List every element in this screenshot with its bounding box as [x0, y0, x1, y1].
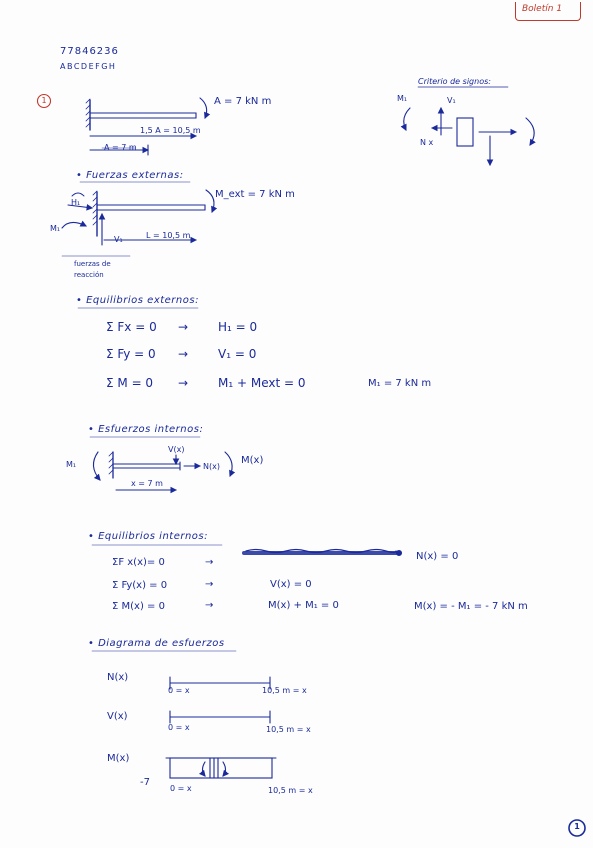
- external-moment-label: M_ext = 7 kN m: [215, 189, 295, 200]
- int-eq-row-2-result: V(x) = 0: [270, 579, 312, 590]
- external-forces-sketch: [62, 182, 214, 256]
- v-diagram-start: 0 = x: [168, 723, 190, 732]
- internal-forces-title: • Esfuerzos internos:: [88, 424, 204, 435]
- sign-m-label: M₁: [397, 94, 408, 103]
- external-length-label: L = 10,5 m: [146, 231, 191, 240]
- int-eq-row-1-arrow: →: [205, 557, 214, 568]
- ext-eq-row-3-eq: Σ M = 0: [106, 376, 154, 390]
- problem-beam-sketch: [86, 98, 207, 155]
- ext-eq-row-2-result: V₁ = 0: [218, 347, 257, 361]
- int-eq-row-2-eq: Σ Fy(x) = 0: [112, 580, 168, 591]
- v-diagram-label: V(x): [107, 711, 128, 722]
- page-number-circle: [569, 820, 585, 836]
- ext-eq-row-3-arrow: →: [178, 376, 189, 390]
- int-eq-row-1-result: N(x) = 0: [416, 551, 459, 562]
- beam-length-label: 1,5 A = 10,5 m: [140, 126, 201, 135]
- sign-v-label: V₁: [447, 96, 456, 105]
- n-diagram-label: N(x): [107, 672, 129, 683]
- bulletin-badge-label: Boletín 1: [522, 4, 563, 14]
- int-eq-row-3-arrow: →: [205, 600, 214, 611]
- ext-eq-row-2-eq: Σ Fy = 0: [106, 347, 156, 361]
- internal-forces-sketch: [93, 452, 232, 490]
- ext-eq-row-1-eq: Σ Fx = 0: [106, 320, 157, 334]
- internal-m1-label: M₁: [66, 460, 77, 469]
- ext-eq-row-1-arrow: →: [178, 320, 189, 334]
- header-letters: ABCDEFGH: [60, 62, 117, 71]
- n-diagram: [170, 677, 270, 689]
- external-equilibrium-title: • Equilibrios externos:: [76, 295, 199, 306]
- external-forces-title: • Fuerzas externas:: [76, 170, 184, 181]
- ext-eq-row-3-extra: M₁ = 7 kN m: [368, 378, 432, 389]
- v1-label: V₁: [114, 235, 123, 244]
- internal-v-label: V(x): [168, 445, 185, 454]
- h1-label: H₁: [71, 198, 81, 207]
- a-length-label: A = 7 m: [104, 143, 137, 152]
- v-diagram-end: 10,5 m = x: [266, 725, 311, 734]
- m-diagram-end: 10,5 m = x: [268, 786, 313, 795]
- v-diagram: [170, 711, 270, 723]
- int-eq-row-3-extra: M(x) = - M₁ = - 7 kN m: [414, 601, 528, 612]
- problem-number: 1: [41, 96, 47, 105]
- page-number: 1: [574, 822, 580, 831]
- ext-eq-row-2-arrow: →: [178, 347, 189, 361]
- m1-label: M₁: [50, 224, 61, 233]
- m-diagram-label: M(x): [107, 753, 130, 764]
- int-eq-row-3-eq: Σ M(x) = 0: [112, 601, 165, 612]
- int-eq-row-3-result: M(x) + M₁ = 0: [268, 600, 339, 611]
- n-diagram-end: 10,5 m = x: [262, 686, 307, 695]
- reaction-note-line-2: reacción: [74, 271, 104, 279]
- internal-x-label: x = 7 m: [131, 479, 163, 488]
- internal-equilibrium-title: • Equilibrios internos:: [88, 531, 208, 542]
- applied-moment-label: A = 7 kN m: [214, 96, 272, 107]
- internal-n-label: N(x): [203, 462, 220, 471]
- crossed-out-text: [244, 550, 402, 556]
- int-eq-row-1-eq: ΣF x(x)= 0: [112, 557, 165, 568]
- m-diagram-value: -7: [140, 777, 150, 788]
- internal-m-label: M(x): [241, 455, 264, 466]
- int-eq-row-2-arrow: →: [205, 579, 214, 590]
- header-digits: 77846236: [60, 46, 119, 57]
- sign-n-label: N x: [420, 138, 434, 147]
- problem-number-circle: [38, 95, 51, 108]
- sign-criteria-sketch: [404, 87, 534, 165]
- m-diagram-start: 0 = x: [170, 784, 192, 793]
- diagrams-title: • Diagrama de esfuerzos: [88, 638, 225, 649]
- n-diagram-start: 0 = x: [168, 686, 190, 695]
- ext-eq-row-3-result: M₁ + Mext = 0: [218, 376, 306, 390]
- m-diagram: [166, 758, 276, 778]
- ext-eq-row-1-result: H₁ = 0: [218, 320, 258, 334]
- sign-criteria-title: Criterio de signos:: [418, 77, 491, 86]
- reaction-note-line-1: fuerzas de: [74, 260, 111, 268]
